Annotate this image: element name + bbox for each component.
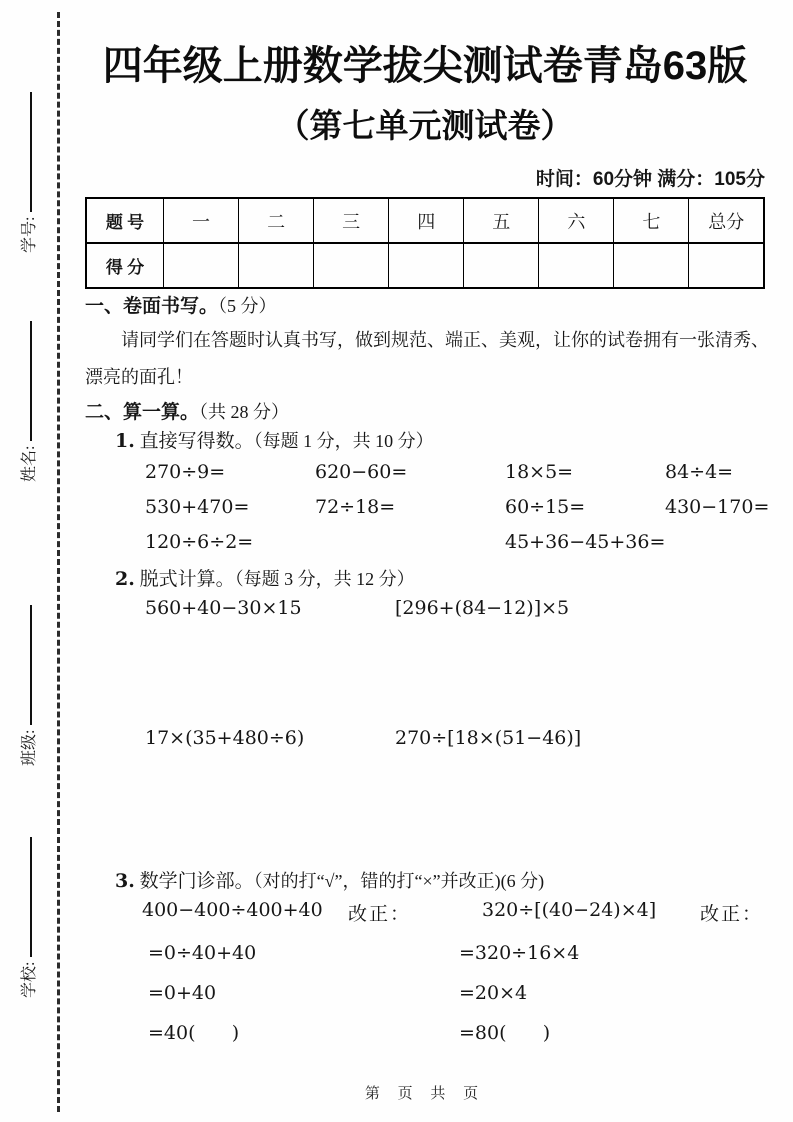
- score-table-col-4: 四: [389, 198, 464, 243]
- sidebar-field-class: [16, 605, 39, 766]
- q2-title: 脱式计算。: [139, 569, 235, 590]
- paper-title: 四年级上册数学拔尖测试卷青岛63版: [102, 44, 748, 88]
- equation: 270÷[18×(51−46)]: [395, 727, 582, 749]
- score-table-col-1: 一: [164, 198, 239, 243]
- score-cell-empty: [539, 243, 614, 288]
- margin-dashed-divider: [57, 12, 60, 1112]
- work-step: =0+40: [148, 982, 217, 1004]
- score-cell-empty: [614, 243, 689, 288]
- score-cell-empty: [464, 243, 539, 288]
- equation: 18×5=: [505, 461, 574, 483]
- q3-work-steps: [85, 933, 765, 1053]
- name-blank-line: [28, 321, 32, 441]
- q2-number: 2.: [115, 568, 135, 590]
- class-blank-line: [28, 605, 32, 725]
- score-table-col-7: 七: [614, 198, 689, 243]
- q3-heading: [85, 866, 765, 893]
- section-2-title: 二、算一算。: [85, 402, 200, 423]
- q3-right-correction-label: 改正：: [700, 904, 764, 925]
- equation: 320÷[(40−24)×4]: [482, 899, 657, 921]
- score-cell-empty: [239, 243, 314, 288]
- sidebar-field-school: [16, 837, 39, 998]
- equation: [296+(84−12)]×5: [395, 597, 570, 619]
- score-table-score-row: [86, 243, 764, 288]
- q3-title: 数学门诊部。: [139, 871, 254, 892]
- name-label: 姓名:: [21, 445, 38, 482]
- work-step: =40( ): [148, 1022, 240, 1044]
- q3-left-correction-label: 改正：: [348, 904, 412, 925]
- score-table: [85, 197, 765, 289]
- score-row-label-cell: 得 分: [86, 243, 164, 288]
- sidebar-field-student-number: [16, 92, 39, 253]
- work-step: =0÷40+40: [148, 942, 257, 964]
- equation: 84÷4=: [665, 461, 734, 483]
- score-cell-empty: [314, 243, 389, 288]
- equation: 270÷9=: [145, 461, 226, 483]
- q3-expressions: [85, 899, 785, 926]
- q2-row-2: [85, 727, 765, 749]
- q2-points: （每题 3 分，共 12 分）: [234, 569, 415, 589]
- q1-title: 直接写得数。: [139, 431, 254, 452]
- page-footer: 第 页 共 页: [364, 1086, 486, 1102]
- time-score-meta: 时间：60分钟 满分：105分: [535, 169, 765, 190]
- student-number-label: 学号:: [21, 216, 38, 253]
- score-cell-empty: [164, 243, 239, 288]
- equation: 120÷6÷2=: [145, 531, 254, 553]
- school-label: 学校:: [21, 961, 38, 998]
- equation: 430−170=: [665, 496, 770, 518]
- equation: 560+40−30×15: [145, 597, 302, 619]
- q2-heading: [85, 564, 765, 591]
- q1-points: （每题 1 分，共 10 分）: [253, 431, 434, 451]
- sidebar-field-name: [16, 321, 39, 482]
- section-1-body: 请同学们在答题时认真书写，做到规范、端正、美观，让你的试卷拥有一张清秀、漂亮的面孔！: [85, 330, 769, 387]
- q1-number: 1.: [115, 430, 135, 452]
- score-table-header-row: [86, 198, 764, 243]
- equation: 72÷18=: [315, 496, 396, 518]
- score-cell-empty: [689, 243, 764, 288]
- work-step: =320÷16×4: [459, 942, 580, 964]
- school-blank-line: [28, 837, 32, 957]
- section-2-heading: [85, 397, 765, 424]
- section-2-points: （共 28 分）: [199, 402, 290, 422]
- q1-equations: [85, 455, 770, 560]
- q3-points: （对的打“√”，错的打“×”并改正)(6 分): [253, 871, 545, 891]
- q1-heading: [85, 426, 765, 453]
- score-table-col-total: 总分: [689, 198, 764, 243]
- paper-subtitle: （第七单元测试卷）: [276, 107, 574, 144]
- work-step: =20×4: [459, 982, 528, 1004]
- score-cell-empty: [389, 243, 464, 288]
- score-table-col-5: 五: [464, 198, 539, 243]
- equation: 530+470=: [145, 496, 250, 518]
- equation: 60÷15=: [505, 496, 586, 518]
- equation: 45+36−45+36=: [505, 531, 666, 553]
- work-step: =80( ): [459, 1022, 551, 1044]
- section-1-title: 一、卷面书写。: [85, 296, 219, 317]
- q2-row-1: [85, 597, 765, 619]
- equation: 400−400÷400+40: [142, 899, 323, 921]
- score-table-col-2: 二: [239, 198, 314, 243]
- student-number-blank-line: [28, 92, 32, 212]
- q3-number: 3.: [115, 870, 135, 892]
- equation: 17×(35+480÷6): [145, 727, 305, 749]
- class-label: 班级:: [21, 729, 38, 766]
- score-table-col-3: 三: [314, 198, 389, 243]
- equation: 620−60=: [315, 461, 408, 483]
- score-table-col-6: 六: [539, 198, 614, 243]
- score-table-corner-cell: 题 号: [86, 198, 164, 243]
- section-1-heading: [85, 291, 765, 318]
- section-1-points: （5 分）: [218, 296, 277, 316]
